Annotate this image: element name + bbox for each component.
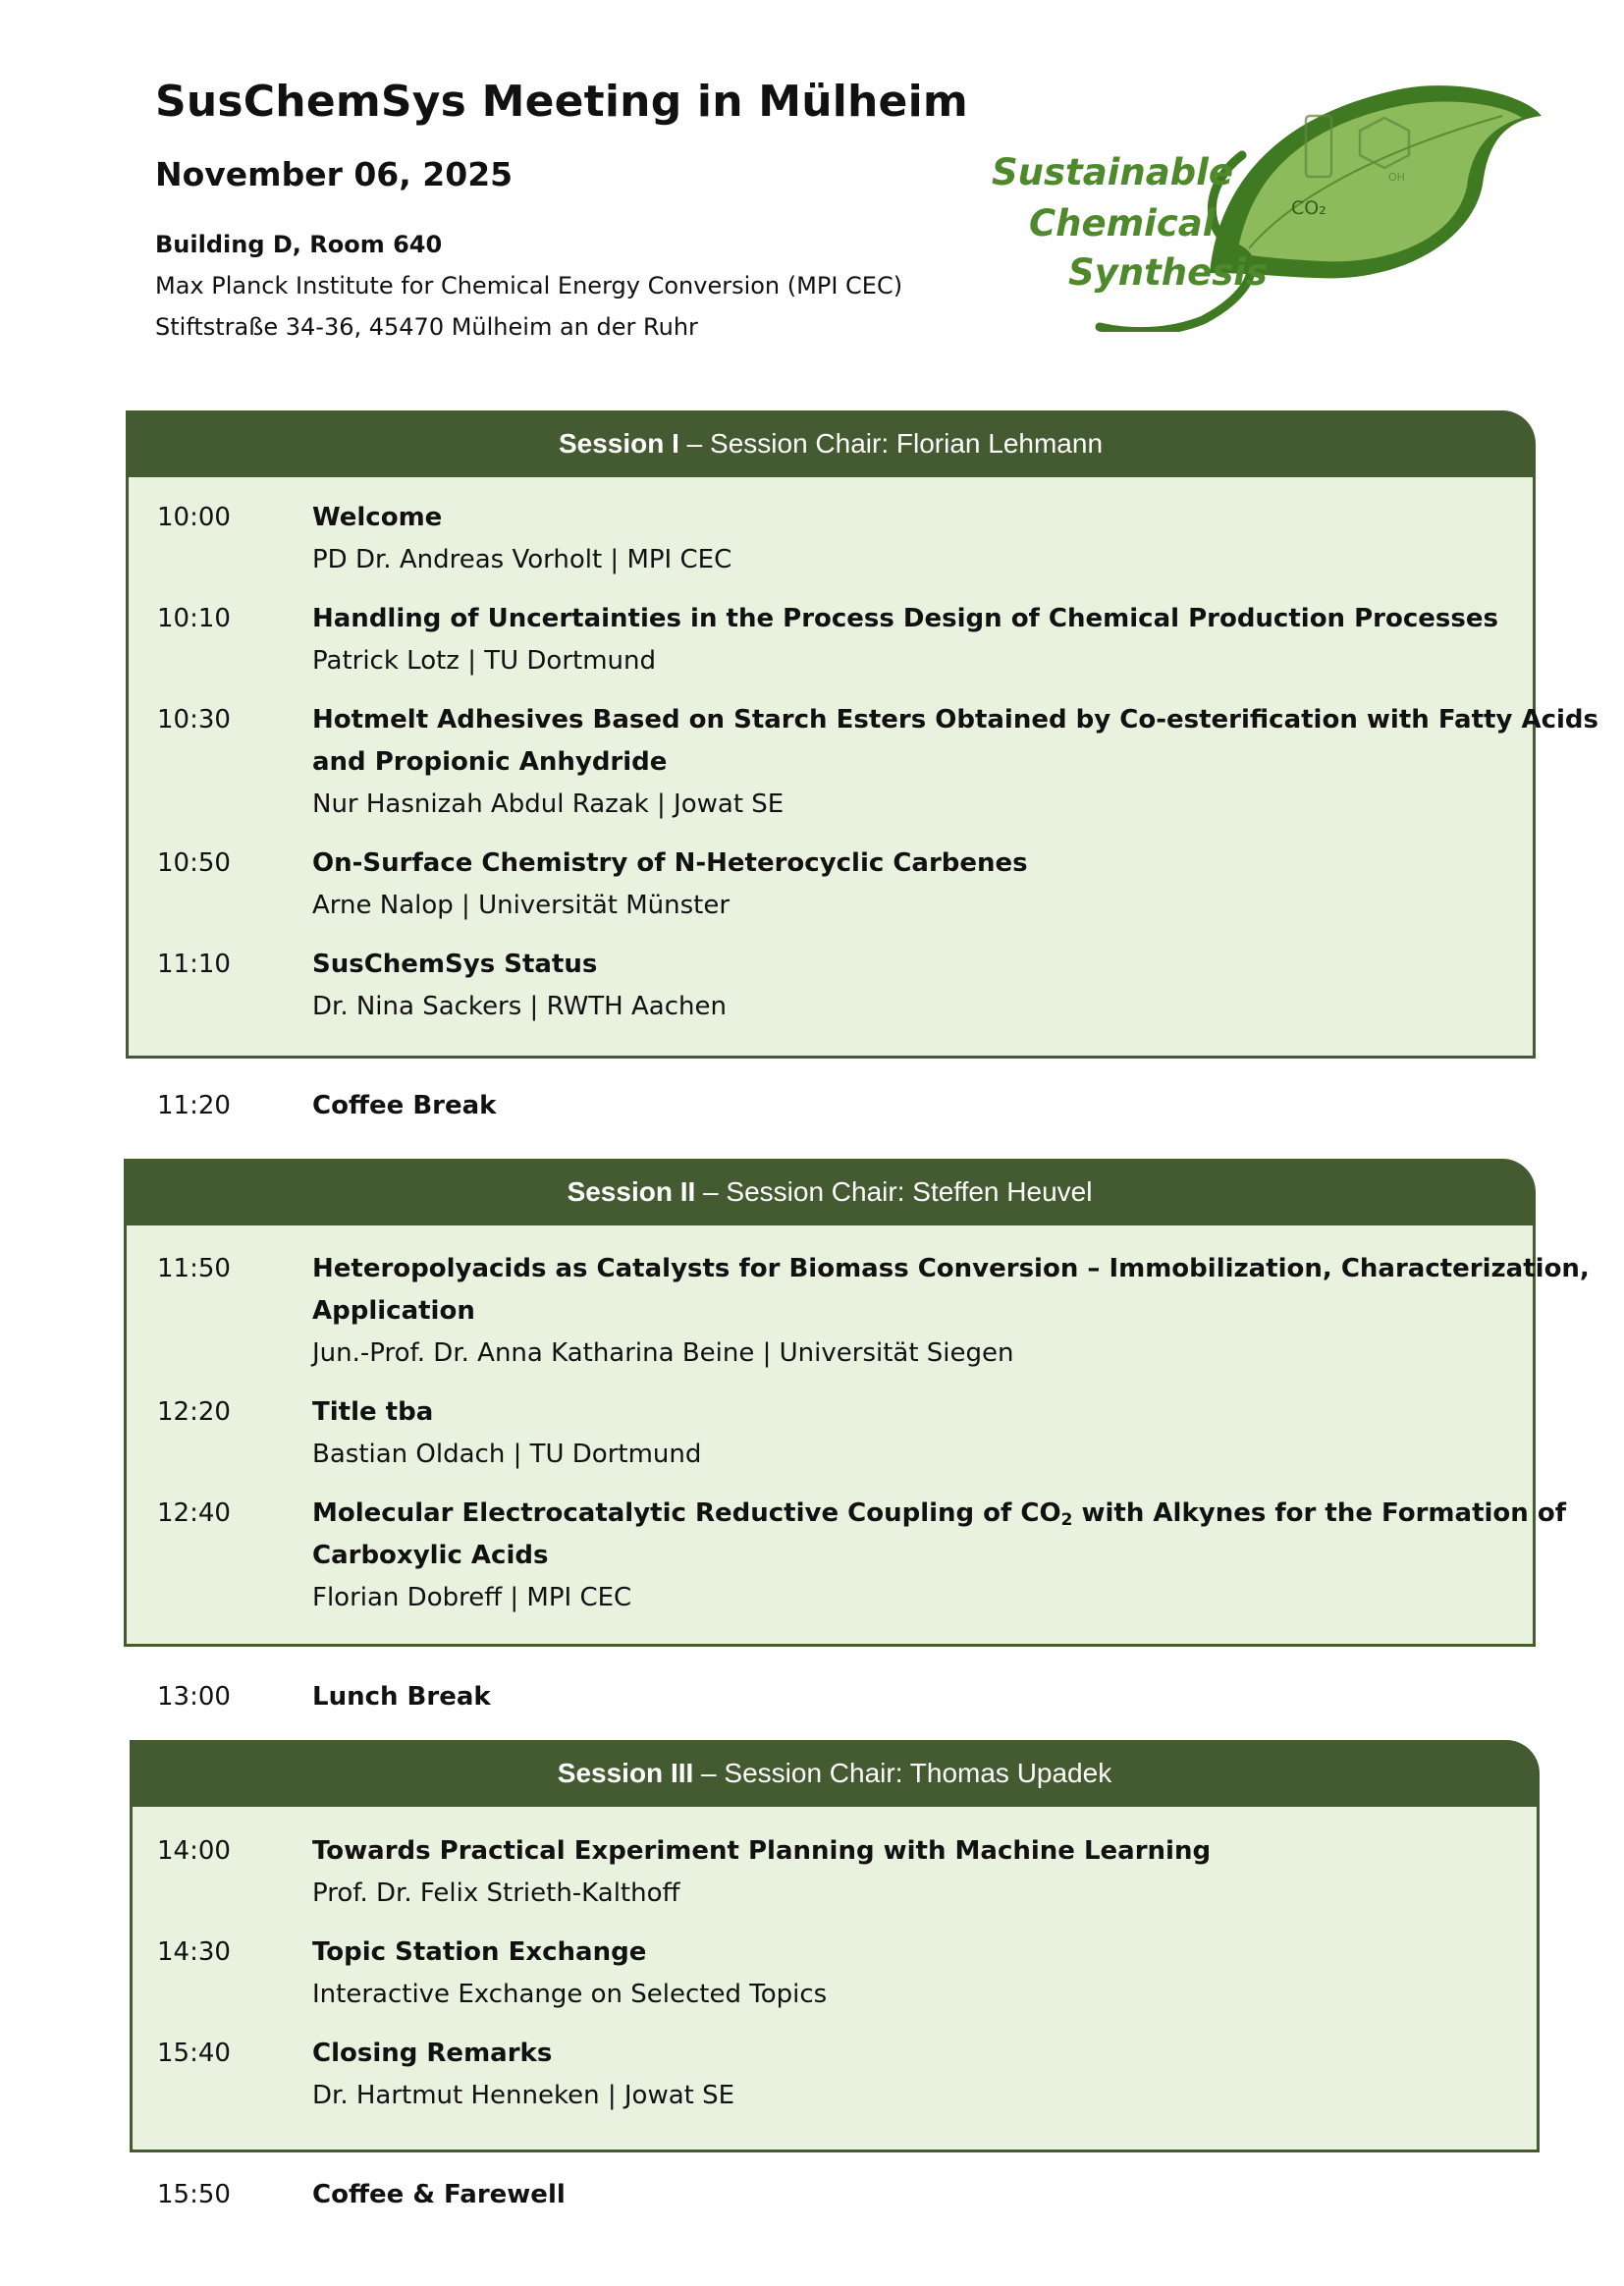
talk-speaker: Prof. Dr. Felix Strieth-Kalthoff [312,1878,680,1908]
talk-time: 12:40 [157,1498,231,1528]
talk-speaker: Bastian Oldach | TU Dortmund [312,1440,702,1469]
break-time: 11:20 [157,1091,231,1120]
talk-time: 10:30 [157,705,231,735]
talk-title: Heteropolyacids as Catalysts for Biomass Conversion – Immobilization, Characterization, [312,1254,1590,1283]
session-name: Session II [567,1176,696,1207]
talk-time: 14:30 [157,1937,231,1967]
break-label: Lunch Break [312,1682,491,1712]
talk-time: 10:10 [157,604,231,633]
talk-title: SusChemSys Status [312,950,598,979]
talk-time: 11:10 [157,950,231,979]
break-time: 13:00 [157,1682,231,1712]
talk-speaker: Florian Dobreff | MPI CEC [312,1583,632,1612]
talk-title-part: Molecular Electrocatalytic Reductive Coupling of CO [312,1498,1061,1528]
event-date: November 06, 2025 [155,155,514,193]
logo-word-sustainable: Sustainable [992,151,1233,193]
session-chair: – Session Chair: Florian Lehmann [678,428,1104,459]
talk-speaker: Jun.-Prof. Dr. Anna Katharina Beine | Universität Siegen [312,1338,1014,1368]
address-room: Building D, Room 640 [155,231,443,258]
talk-time: 10:50 [157,848,231,878]
talk-title [312,1498,1566,1528]
talk-time: 10:00 [157,503,231,532]
talk-title: Hotmelt Adhesives Based on Starch Esters Obtained by Co-esterification with Fatty Acids [312,705,1598,735]
talk-speaker: Dr. Hartmut Henneken | Jowat SE [312,2081,735,2110]
talk-speaker: Arne Nalop | Universität Münster [312,891,731,920]
co2-subscript: 2 [1060,1510,1073,1530]
session-name: Session I [558,428,679,459]
talk-title: Closing Remarks [312,2039,553,2068]
logo-word-synthesis: Synthesis [1068,251,1268,294]
page-title: SusChemSys Meeting in Mülheim [155,77,968,127]
logo-word-chemical: Chemical [1029,202,1216,245]
talk-title: Welcome [312,503,443,532]
talk-speaker: Dr. Nina Sackers | RWTH Aachen [312,992,727,1021]
talk-title-continued: Carboxylic Acids [312,1541,549,1570]
break-label: Coffee Break [312,1091,497,1120]
talk-title: Topic Station Exchange [312,1937,647,1967]
talk-title: On-Surface Chemistry of N-Heterocyclic Carbenes [312,848,1028,878]
session-header [126,410,1536,477]
address-institute: Max Planck Institute for Chemical Energy Conversion (MPI CEC) [155,272,903,299]
talk-title-continued: and Propionic Anhydride [312,747,668,777]
talk-time: 11:50 [157,1254,231,1283]
address-street: Stiftstraße 34-36, 45470 Mülheim an der Ruhr [155,313,698,341]
sustainable-chemical-synthesis-logo [992,77,1551,332]
logo-oh-label: OH [1388,171,1405,184]
talk-title-continued: Application [312,1296,475,1326]
talk-title: Title tba [312,1397,434,1427]
talk-title: Handling of Uncertainties in the Process Design of Chemical Production Processes [312,604,1498,633]
break-label: Coffee & Farewell [312,2180,566,2209]
session-chair: – Session Chair: Steffen Heuvel [695,1176,1093,1207]
talk-time: 14:00 [157,1836,231,1866]
talk-time: 12:20 [157,1397,231,1427]
talk-speaker: PD Dr. Andreas Vorholt | MPI CEC [312,545,732,574]
break-time: 15:50 [157,2180,231,2209]
talk-speaker: Nur Hasnizah Abdul Razak | Jowat SE [312,789,785,819]
session-name: Session III [557,1758,694,1788]
session-header [124,1159,1536,1225]
logo-co2-label: CO₂ [1291,197,1326,219]
session-chair: – Session Chair: Thomas Upadek [693,1758,1112,1788]
talk-speaker: Patrick Lotz | TU Dortmund [312,646,657,676]
talk-title: Towards Practical Experiment Planning with Machine Learning [312,1836,1212,1866]
session-header [130,1740,1540,1807]
talk-time: 15:40 [157,2039,231,2068]
talk-speaker: Interactive Exchange on Selected Topics [312,1980,828,2009]
talk-title-part: with Alkynes for the Formation of [1072,1498,1567,1528]
